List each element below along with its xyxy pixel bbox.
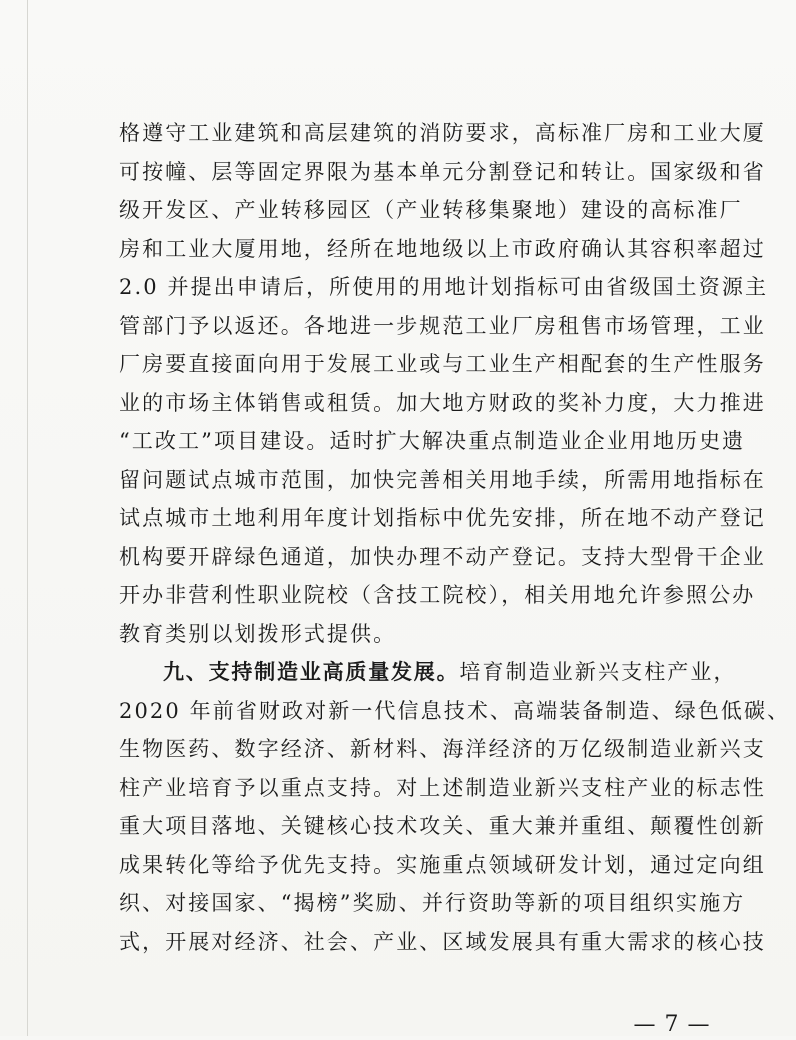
body-line: 织、对接国家、“揭榜”奖励、并行资助等新的项目组织实施方: [119, 891, 746, 915]
body-line: 2020 年前省财政对新一代信息技术、高端装备制造、绿色低碳、: [119, 698, 791, 723]
body-line: 可按幢、层等固定界限为基本单元分割登记和转让。国家级和省: [119, 159, 766, 184]
body-line: 成果转化等给予优先支持。实施重点领域研发计划，通过定向组: [119, 852, 766, 877]
body-line: 重大项目落地、关键核心技术攻关、重大兼并重组、颠覆性创新: [119, 814, 766, 838]
body-line: 留问题试点城市范围，加快完善相关用地手续，所需用地指标在: [119, 467, 766, 492]
body-line: “工改工”项目建设。适时扩大解决重点制造业企业用地历史遗: [119, 429, 746, 453]
section-9-first-line: [119, 653, 737, 692]
body-line: 级开发区、产业转移园区（产业转移集聚地）建设的高标准厂: [119, 198, 743, 222]
section-heading: 九、支持制造业高质量发展。: [163, 660, 460, 684]
body-line: 柱产业培育予以重点支持。对上述制造业新兴支柱产业的标志性: [119, 775, 766, 800]
body-line: 生物医药、数字经济、新材料、海洋经济的万亿级制造业新兴支: [119, 737, 766, 761]
body-line: 业的市场主体销售或租赁。加大地方财政的奖补力度，大力推进: [119, 390, 766, 415]
body-line: 试点城市土地利用年度计划指标中优先安排，所在地不动产登记: [119, 506, 766, 530]
body-line: 机构要开辟绿色通道，加快办理不动产登记。支持大型骨干企业: [119, 544, 766, 569]
body-line: 管部门予以返还。各地进一步规范工业厂房租售市场管理，工业: [119, 313, 766, 338]
page-number: — 7 —: [633, 1012, 711, 1037]
body-line: 式，开展对经济、社会、产业、区域发展具有重大需求的核心技: [119, 929, 766, 954]
body-line: 教育类别以划拨形式提供。: [119, 621, 397, 646]
body-line: 厂房要直接面向用于发展工业或与工业生产相配套的生产性服务: [119, 352, 766, 376]
body-line: 2.0 并提出申请后，所使用的用地计划指标可由省级国土资源主: [119, 275, 769, 299]
body-line: 开办非营利性职业院校（含技工院校），相关用地允许参照公办: [119, 583, 756, 607]
section-intro-text: 培育制造业新兴支柱产业，: [459, 660, 737, 684]
document-body: [119, 114, 791, 961]
body-line: 格遵守工业建筑和高层建筑的消防要求，高标准厂房和工业大厦: [119, 121, 766, 145]
page-binding-line: [27, 0, 28, 1036]
body-line: 房和工业大厦用地，经所在地地级以上市政府确认其容积率超过: [119, 236, 766, 261]
